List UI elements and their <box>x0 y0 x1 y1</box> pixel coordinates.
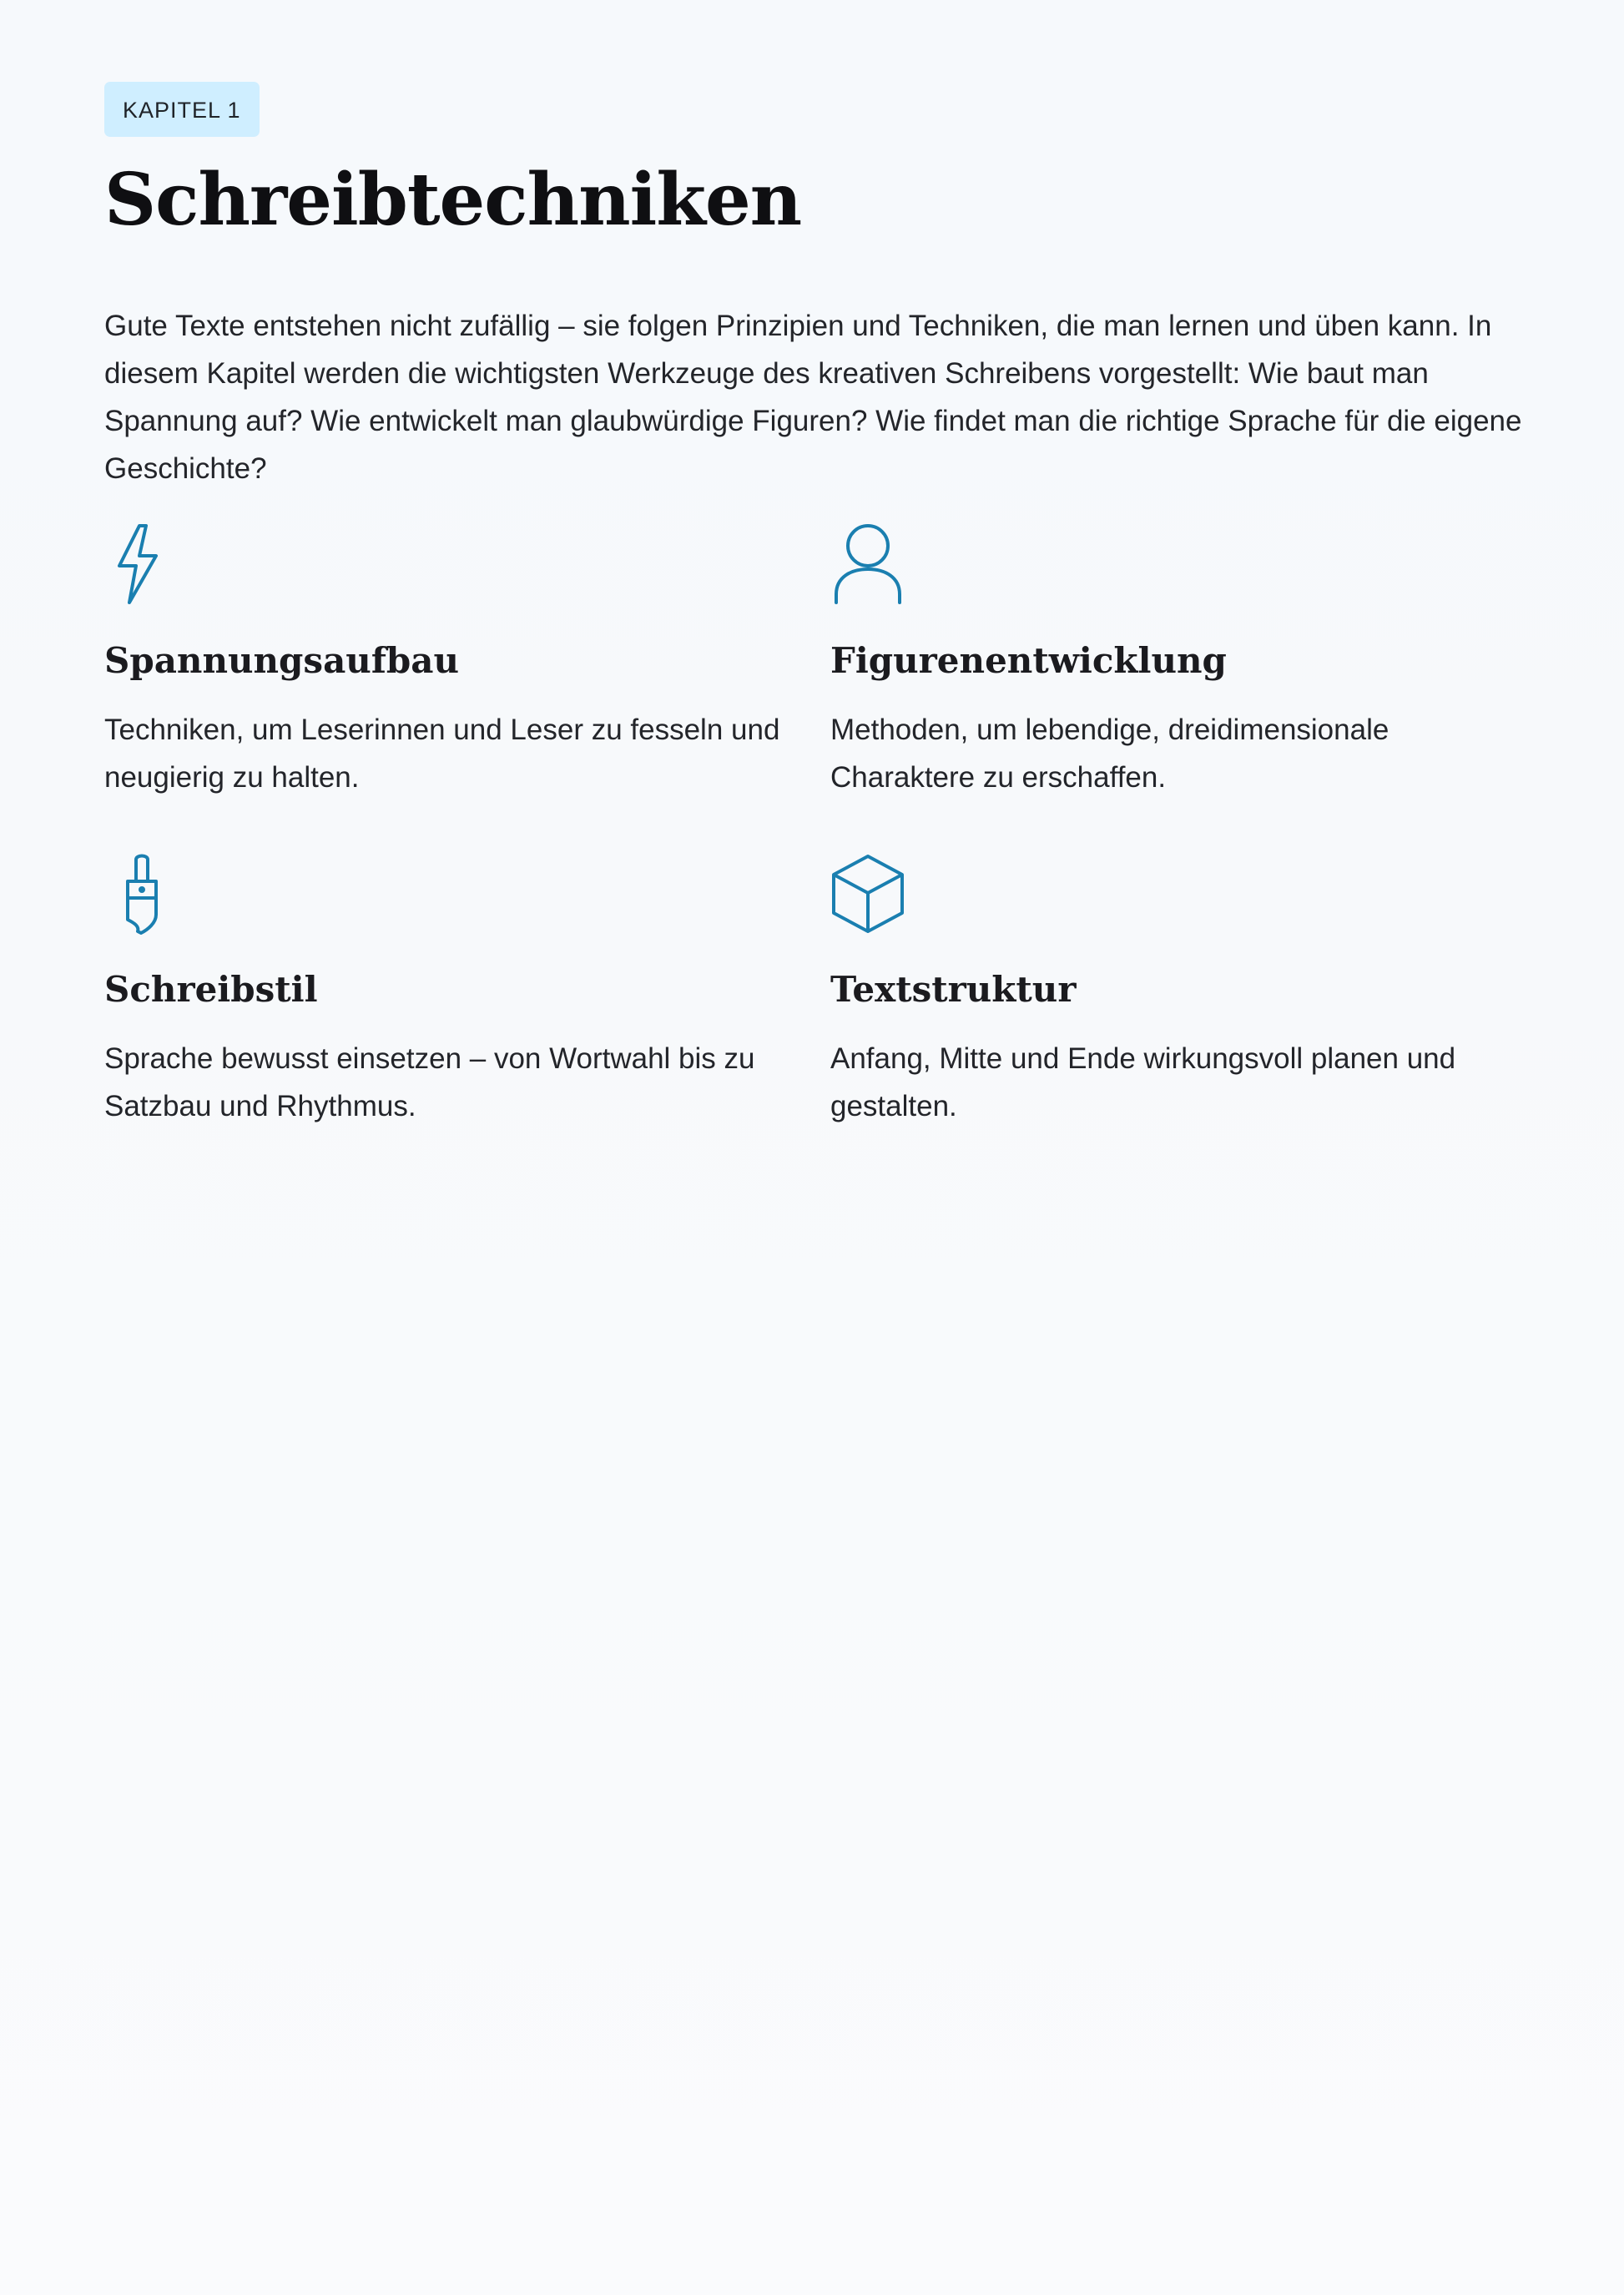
feature-description: Sprache bewusst einsetzen – von Wortwahl bis zu Satzbau und Rhythmus. <box>104 1042 755 1122</box>
feature-spannungsaufbau <box>104 522 830 801</box>
feature-grid <box>104 522 1523 1130</box>
intro-paragraph: Gute Texte entstehen nicht zufällig – sie folgen Prinzipien und Techniken, die man lernen und üben kann. In diesem Kapitel werden die wichtigsten Werkzeuge des kreativen Schreibens vorgestellt: Wie baut man Spannung auf? Wie entwickelt man glaubwürdige Figuren? Wie findet man die richtige Sprache für die eigene Geschichte? <box>104 310 1522 485</box>
cube-icon <box>830 851 905 935</box>
feature-description: Anfang, Mitte und Ende wirkungsvoll planen und gestalten. <box>830 1042 1456 1122</box>
chapter-tag: KAPITEL 1 <box>104 82 260 137</box>
pen-nib-icon <box>104 851 179 935</box>
person-icon <box>830 522 905 606</box>
feature-title: Schreibstil <box>104 969 318 1010</box>
feature-title: Spannungsaufbau <box>104 640 460 681</box>
lightning-icon <box>104 522 179 606</box>
feature-figurenentwicklung <box>830 522 1531 801</box>
feature-description: Techniken, um Leserinnen und Leser zu fesseln und neugierig zu halten. <box>104 714 780 794</box>
feature-title: Figurenentwicklung <box>830 640 1227 681</box>
feature-title: Textstruktur <box>830 969 1077 1010</box>
chapter-content <box>104 82 1523 1130</box>
feature-textstruktur <box>830 851 1531 1130</box>
feature-schreibstil <box>104 851 830 1130</box>
page-title: Schreibtechniken <box>104 158 802 242</box>
feature-description: Methoden, um lebendige, dreidimensionale Charaktere zu erschaffen. <box>830 714 1389 794</box>
